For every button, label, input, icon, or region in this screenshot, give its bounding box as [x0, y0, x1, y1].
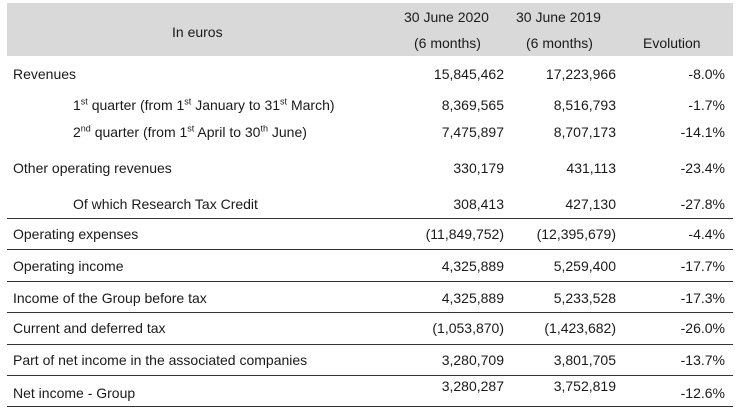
value-2020: 3,280,709 [441, 352, 504, 368]
header-col-2020-period: 30 June 2020 [404, 9, 489, 25]
value-2019: 427,130 [565, 196, 616, 212]
header-col-evolution: Evolution [643, 35, 701, 51]
row-label: Income of the Group before tax [13, 290, 207, 306]
table-row-operating-expenses [7, 221, 733, 247]
value-evolution: -26.0% [680, 320, 725, 336]
value-2020: 330,179 [453, 160, 504, 176]
value-evolution: -17.7% [680, 258, 725, 274]
row-divider [7, 249, 733, 250]
value-evolution: -14.1% [680, 124, 725, 140]
value-2020: (1,053,870) [432, 320, 504, 336]
header-col-2019-duration: (6 months) [526, 35, 593, 51]
value-2019: 17,223,966 [545, 66, 616, 82]
header-col-2019-period: 30 June 2019 [516, 9, 601, 25]
value-evolution: -4.4% [688, 226, 725, 242]
table-row-current-deferred-tax [7, 315, 733, 341]
table-row-other-operating-revenues [7, 155, 733, 181]
value-evolution: -27.8% [680, 196, 725, 212]
table-row-associated-companies [7, 347, 733, 373]
value-2019: 5,259,400 [553, 258, 616, 274]
value-evolution: -12.6% [680, 385, 725, 401]
value-2020: 4,325,889 [441, 290, 504, 306]
value-2020: (11,849,752) [425, 226, 504, 242]
row-divider [7, 344, 733, 345]
row-label: Operating expenses [13, 226, 139, 242]
table-row-income-before-tax [7, 285, 733, 311]
row-divider [7, 312, 733, 313]
value-evolution: -17.3% [680, 290, 725, 306]
value-2019: 8,707,173 [553, 124, 616, 140]
row-label: 2nd quarter (from 1st April to 30th June) [73, 123, 307, 140]
value-2020: 15,845,462 [433, 66, 504, 82]
value-2019: 5,233,528 [553, 290, 616, 306]
row-label: Revenues [13, 66, 77, 82]
value-evolution: -13.7% [680, 352, 725, 368]
value-2019: 431,113 [566, 160, 616, 176]
value-evolution: -23.4% [680, 160, 725, 176]
header-col-2020-duration: (6 months) [414, 35, 481, 51]
value-2020: 8,369,565 [441, 97, 504, 113]
value-evolution: -8.0% [688, 66, 725, 82]
value-2019: 3,752,819 [553, 378, 616, 394]
row-divider [7, 406, 733, 407]
value-2019: 3,801,705 [553, 352, 616, 368]
row-label: Current and deferred tax [13, 320, 166, 336]
table-row-revenues [7, 61, 733, 87]
table-row-q1 [7, 92, 733, 118]
value-2019: 8,516,793 [553, 97, 616, 113]
row-label: 1st quarter (from 1st January to 31st March) [73, 96, 335, 113]
value-evolution: -1.7% [688, 97, 725, 113]
table-header [7, 3, 733, 56]
row-divider [7, 281, 733, 282]
value-2019: (1,423,682) [544, 320, 616, 336]
row-label: Net income - Group [13, 385, 136, 401]
row-divider [7, 375, 733, 376]
table-row-operating-income [7, 253, 733, 279]
value-2019: (12,395,679) [536, 226, 616, 242]
table-row-q2 [7, 119, 733, 145]
row-label: Other operating revenues [13, 160, 172, 176]
row-divider [7, 218, 733, 219]
header-currency-label: In euros [172, 24, 223, 40]
value-2020: 7,475,897 [441, 124, 504, 140]
table-row-research-tax-credit [7, 191, 733, 217]
table-row-net-income [7, 379, 733, 405]
row-label: Of which Research Tax Credit [73, 196, 258, 212]
value-2020: 3,280,287 [441, 378, 504, 394]
value-2020: 308,413 [453, 196, 504, 212]
value-2020: 4,325,889 [441, 258, 504, 274]
row-label: Part of net income in the associated companies [13, 352, 308, 368]
row-label: Operating income [13, 258, 124, 274]
